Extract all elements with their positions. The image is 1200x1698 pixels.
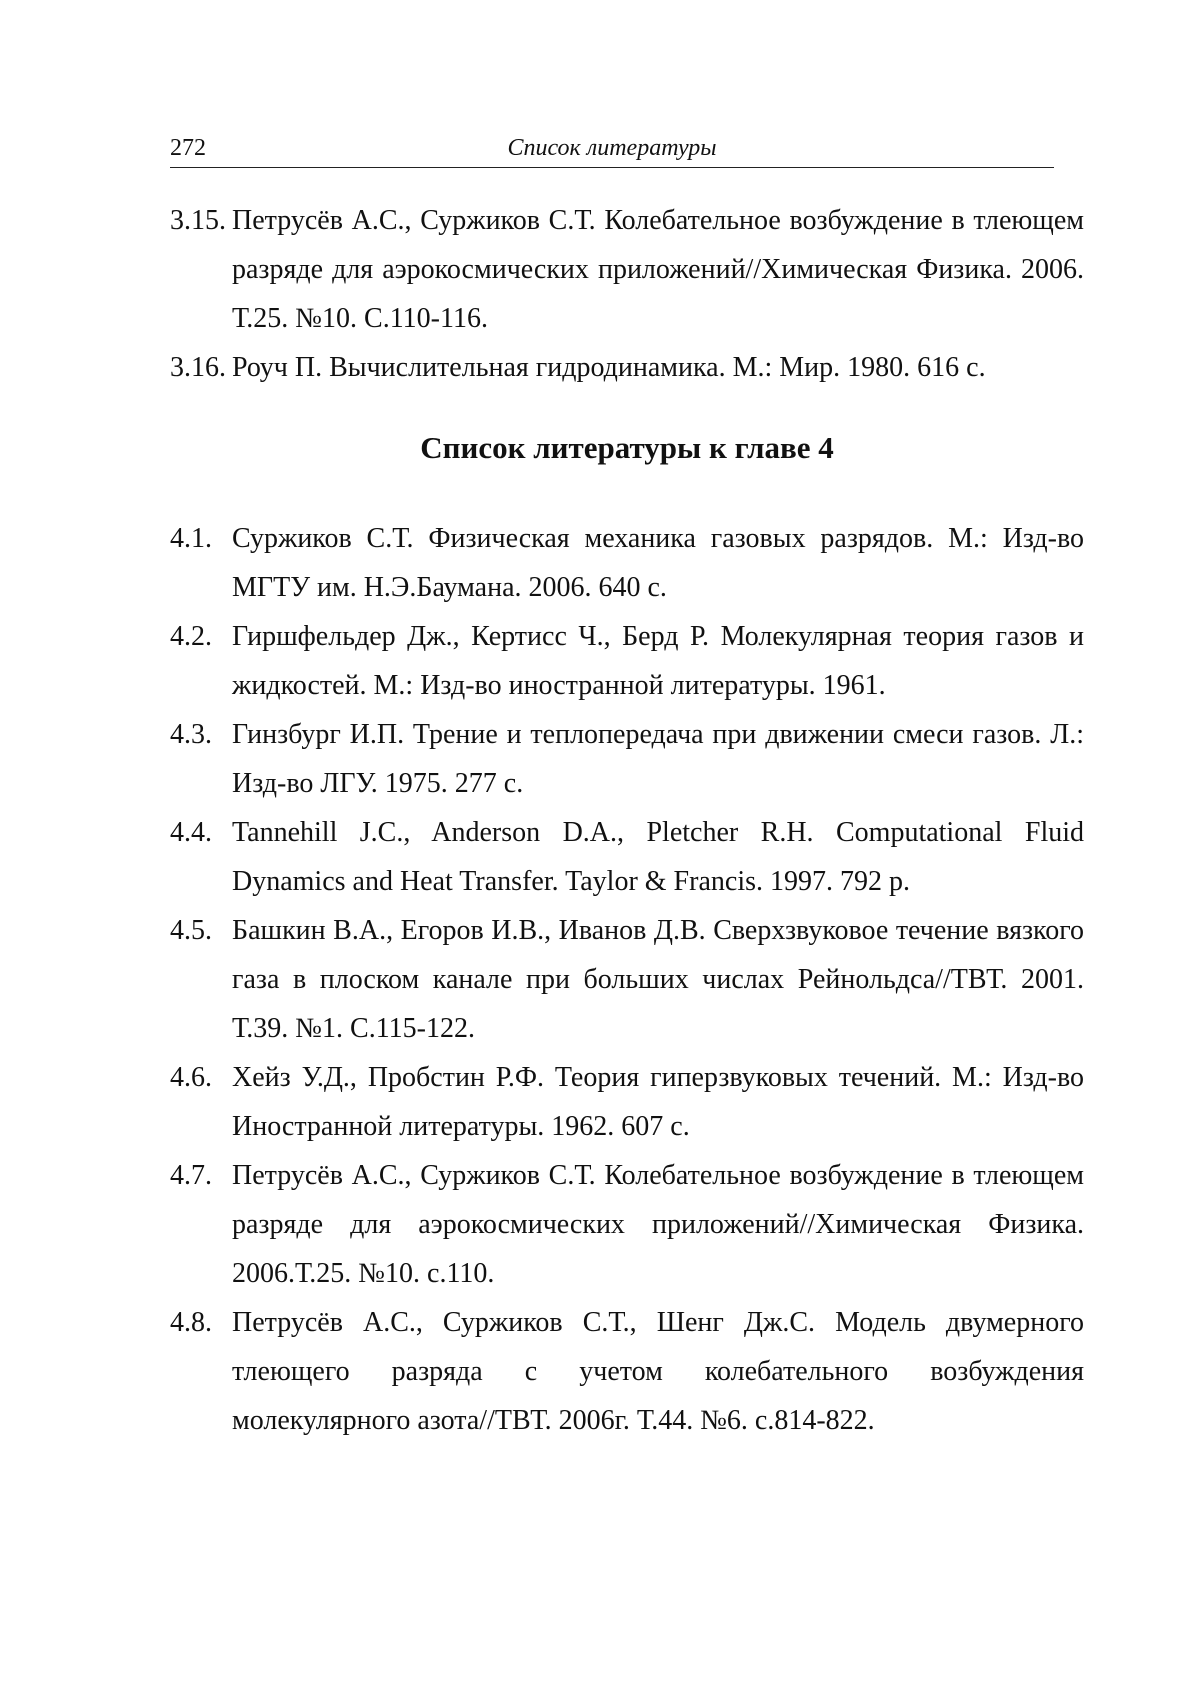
reference-item (170, 514, 1084, 612)
reference-item (170, 343, 1084, 392)
reference-text: Петрусёв А.С., Суржиков С.Т., Шенг Дж.С. Модель двумерного тлеющего разряда с учетом колебательного возбуждения молекулярного азота//ТВТ. 2006г. Т.44. №6. с.814-822. (232, 1307, 1084, 1436)
reference-text: Суржиков С.Т. Физическая механика газовых разрядов. М.: Изд-во МГТУ им. Н.Э.Баумана. 2006. 640 с. (232, 523, 1084, 603)
reference-item (170, 196, 1084, 343)
reference-number: 4.2. (170, 621, 212, 652)
reference-number: 3.16. (170, 352, 226, 383)
running-title: Список литературы (507, 135, 717, 161)
reference-text: Петрусёв А.С., Суржиков С.Т. Колебательное возбуждение в тлеющем разряде для аэрокосмических приложений//Химическая Физика. 2006.Т.25. №10. с.110. (232, 1160, 1084, 1289)
reference-item (170, 1151, 1084, 1298)
reference-text: Башкин В.А., Егоров И.В., Иванов Д.В. Сверхзвуковое течение вязкого газа в плоском канале при больших числах Рейнольдса//ТВТ. 2001. Т.39. №1. С.115-122. (232, 915, 1084, 1044)
reference-text: Гиршфельдер Дж., Кертисс Ч., Берд Р. Молекулярная теория газов и жидкостей. М.: Изд-во иностранной литературы. 1961. (232, 621, 1084, 701)
reference-item (170, 1298, 1084, 1445)
reference-list-chapter-3 (170, 196, 1084, 392)
reference-item (170, 808, 1084, 906)
reference-text: Хейз У.Д., Пробстин Р.Ф. Теория гиперзвуковых течений. М.: Изд-во Иностранной литературы. 1962. 607 с. (232, 1062, 1084, 1142)
reference-number: 4.5. (170, 915, 212, 946)
reference-number: 4.4. (170, 817, 212, 848)
reference-number: 4.1. (170, 523, 212, 554)
running-header (170, 133, 1054, 168)
reference-number: 4.8. (170, 1307, 212, 1338)
reference-item (170, 612, 1084, 710)
reference-number: 4.3. (170, 719, 212, 750)
reference-number: 3.15. (170, 205, 226, 236)
reference-text: Петрусёв А.С., Суржиков С.Т. Колебательное возбуждение в тлеющем разряде для аэрокосмических приложений//Химическая Физика. 2006. Т.25. №10. С.110-116. (232, 205, 1084, 334)
reference-list-chapter-4 (170, 514, 1084, 1445)
reference-item (170, 710, 1084, 808)
reference-text: Роуч П. Вычислительная гидродинамика. М.: Мир. 1980. 616 с. (232, 352, 986, 383)
reference-item (170, 906, 1084, 1053)
reference-text: Гинзбург И.П. Трение и теплопередача при движении смеси газов. Л.: Изд-во ЛГУ. 1975. 277 с. (232, 719, 1084, 799)
reference-number: 4.7. (170, 1160, 212, 1191)
reference-text: Tannehill J.C., Anderson D.A., Pletcher R.H. Computational Fluid Dynamics and Heat Transfer. Taylor & Francis. 1997. 792 p. (232, 817, 1084, 897)
reference-number: 4.6. (170, 1062, 212, 1093)
page-number: 272 (170, 135, 206, 161)
reference-item (170, 1053, 1084, 1151)
section-heading: Список литературы к главе 4 (420, 430, 834, 465)
